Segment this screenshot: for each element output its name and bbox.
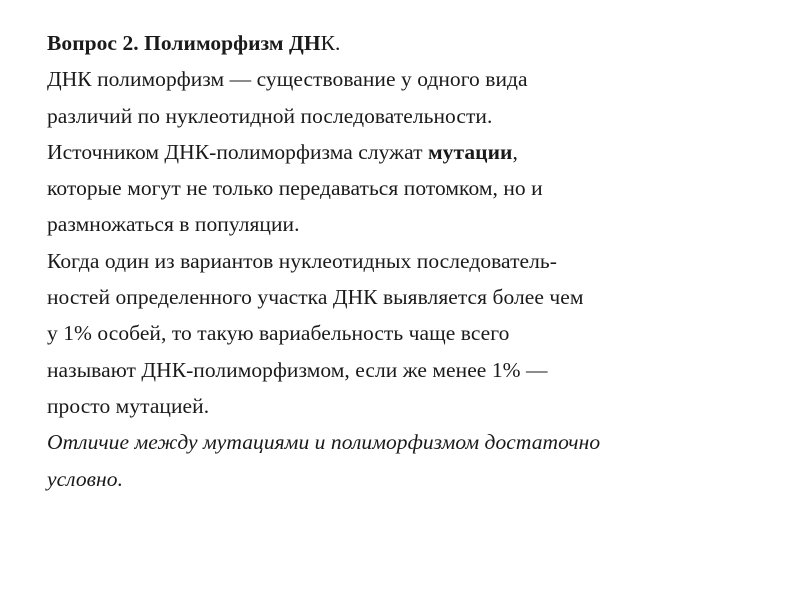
mutations-emphasis: мутации — [427, 139, 513, 164]
title-tail: К. — [320, 31, 341, 55]
conclusion-line-2: условно. — [47, 466, 123, 491]
conclusion-line-1: Отличие между мутациями и полиморфизмом достаточно — [47, 430, 601, 455]
body-line-1: которые могут не только передаваться потомком, но и — [47, 176, 543, 201]
body-line-7: просто мутацией. — [47, 393, 210, 418]
slide-title — [47, 25, 787, 61]
slide-content — [47, 25, 787, 497]
title-main: Вопрос 2. Полиморфизм ДН — [47, 31, 321, 55]
definition-line-1: ДНК полиморфизм — существование у одного вида — [47, 67, 528, 92]
source-line-before: Источником ДНК-полиморфизма служат — [47, 139, 428, 164]
body-line-5: у 1% особей, то такую вариабельность чаще всего — [47, 321, 510, 346]
body-line-3: Когда один из вариантов нуклеотидных последователь- — [47, 248, 557, 273]
source-line-after: , — [512, 139, 518, 164]
definition-line-2: различий по нуклеотидной последовательности. — [47, 103, 493, 128]
body-line-4: ностей определенного участка ДНК выявляется более чем — [47, 285, 584, 310]
body-line-2: размножаться в популяции. — [47, 212, 300, 237]
source-line — [47, 134, 787, 170]
body-line-6: называют ДНК-полиморфизмом, если же менее 1% — — [47, 357, 548, 382]
